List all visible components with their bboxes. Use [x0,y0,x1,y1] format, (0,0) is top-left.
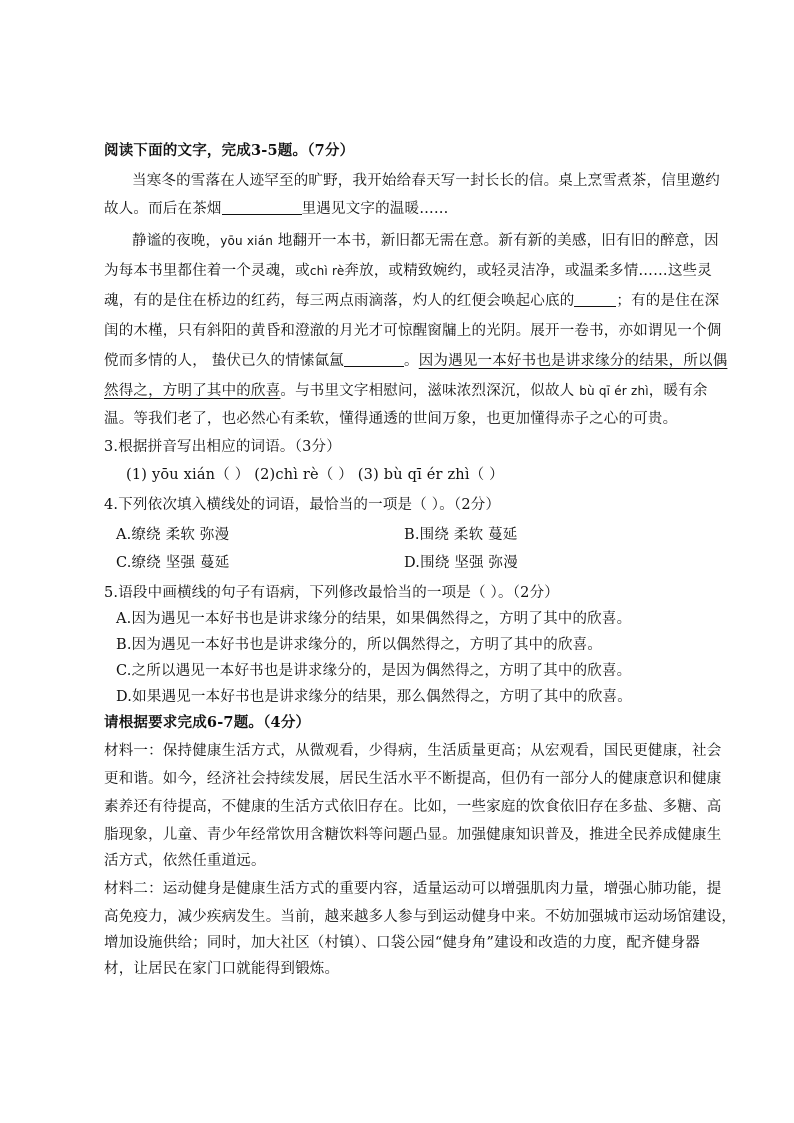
q4-options-row1 [116,526,706,544]
passage-p2-line5: 傥而多情的人， 蛰伏已久的情愫氤氲 。因为遇见一本好书也是讲求缘分的结果，所以偶 [104,353,728,369]
material1-line5: 活方式，依然任重道远。 [104,853,266,869]
pinyin-buqierzhi: bù qī ér zhì [579,384,649,398]
passage-p2-line7: 温。等我们老了，也必然心有柔软，懂得通透的世间万象，也更加懂得赤子之心的可贵。 [104,411,678,427]
material1-line1: 材料一：保持健康生活方式，从微观看，少得病，生活质量更高；从宏观看，国民更健康，社会 [104,743,722,759]
material1-line2: 更和谐。如今，经济社会持续发展，居民生活水平不断提高，但仍有一部分人的健康意识和健康 [104,771,722,787]
passage-p1-line2: 故人。而后在茶烟 里遇见文字的温暖…… [104,201,449,217]
q5-stem: 5.语段中画横线的句子有语病，下列修改最恰当的一项是（ ）。（2分） [104,585,559,601]
material2-line3: 增加设施供给；同时，加大社区（村镇）、口袋公园“健身角”建设和改造的力度，配齐健身器 [104,935,700,951]
q4-option-a: A.缭绕 柔软 弥漫 [116,527,230,543]
q4-option-c: C.缭绕 坚强 蔓延 [116,555,230,571]
passage-p1-line1: 当寒冬的雪落在人迹罕至的旷野，我开始给春天写一封长长的信。桌上烹雪煮茶，信里邀约 [132,173,720,189]
passage-p2-line6: 然得之，方明了其中的欣喜。与书里文字相慰问，滋味浓烈深沉，似故人 bù qī ér zhì，暖有余 [104,383,708,399]
q5-option-b: B.因为遇见一本好书也是讲求缘分的，所以偶然得之，方明了其中的欣喜。 [116,637,603,653]
material2-line2: 高免疫力，减少疾病发生。当前，越来越多人参与到运动健身中来。不妨加强城市运动场馆建设， [104,909,737,925]
q4-stem: 4.下列依次填入横线处的词语，最恰当的一项是（ ）。（2分） [104,497,501,513]
q3-options: (1) yōu xián（ ） (2)chì rè（ ） (3) bù qī ér zhì（ ） [126,467,504,483]
answer-blank-1 [222,200,302,215]
material2-line4: 材，让居民在家门口就能得到锻炼。 [104,961,340,977]
q5-option-d: D.如果遇见一本好书也是讲求缘分的结果，那么偶然得之，方明了其中的欣喜。 [116,689,632,705]
q4-options-row2 [116,554,706,572]
section2-title: 请根据要求完成6-7题。（4分） [104,714,311,731]
answer-blank-2 [574,292,616,307]
q3-stem: 3.根据拼音写出相应的词语。（3分） [104,439,341,455]
material2-line1: 材料二：运动健身是健康生活方式的重要内容，适量运动可以增强肌肉力量，增强心肺功能，提 [104,881,722,897]
answer-blank-3 [344,352,404,367]
underlined-sentence-part1: 因为遇见一本好书也是讲求缘分的结果，所以偶 [418,353,728,369]
pinyin-chire: chì rè [309,264,345,278]
passage-p2-line1: 静谧的夜晚，yōu xián 地翻开一本书，新旧都无需在意。新有新的美感，旧有旧的醉意，因 [132,233,719,249]
q4-option-d: D.围绕 坚强 弥漫 [404,555,518,571]
q5-option-c: C.之所以遇见一本好书也是讲求缘分的，是因为偶然得之，方明了其中的欣喜。 [116,663,632,679]
pinyin-youxian: yōu xián [220,234,274,248]
material1-line4: 脂现象，儿童、青少年经常饮用含糖饮料等问题凸显。加强健康知识普及，推进全民养成健康生 [104,827,722,843]
material1-line3: 素养还有待提高，不健康的生活方式依旧存在。比如，一些家庭的饮食依旧存在多盐、多糖、高 [104,799,722,815]
passage-p2-line3: 魂，有的是住在桥边的红药，每三两点雨滴落，灼人的红便会唤起心底的 ；有的是住在深 [104,293,720,309]
section1-title: 阅读下面的文字，完成3-5题。（7分） [104,142,355,159]
passage-p2-line2: 为每本书里都住着一个灵魂，或chì rè奔放，或精致婉约，或轻灵洁净，或温柔多情……这些灵 [104,263,712,279]
underlined-sentence-part2: 然得之，方明了其中的欣喜 [104,383,281,399]
q4-option-b: B.围绕 柔软 蔓延 [404,527,518,543]
q5-option-a: A.因为遇见一本好书也是讲求缘分的结果，如果偶然得之，方明了其中的欣喜。 [116,611,632,627]
passage-p2-line4: 闺的木槿，只有斜阳的黄昏和澄澈的月光才可惊醒窗牖上的光阴。展开一卷书，亦如谓见一个倜 [104,323,722,339]
